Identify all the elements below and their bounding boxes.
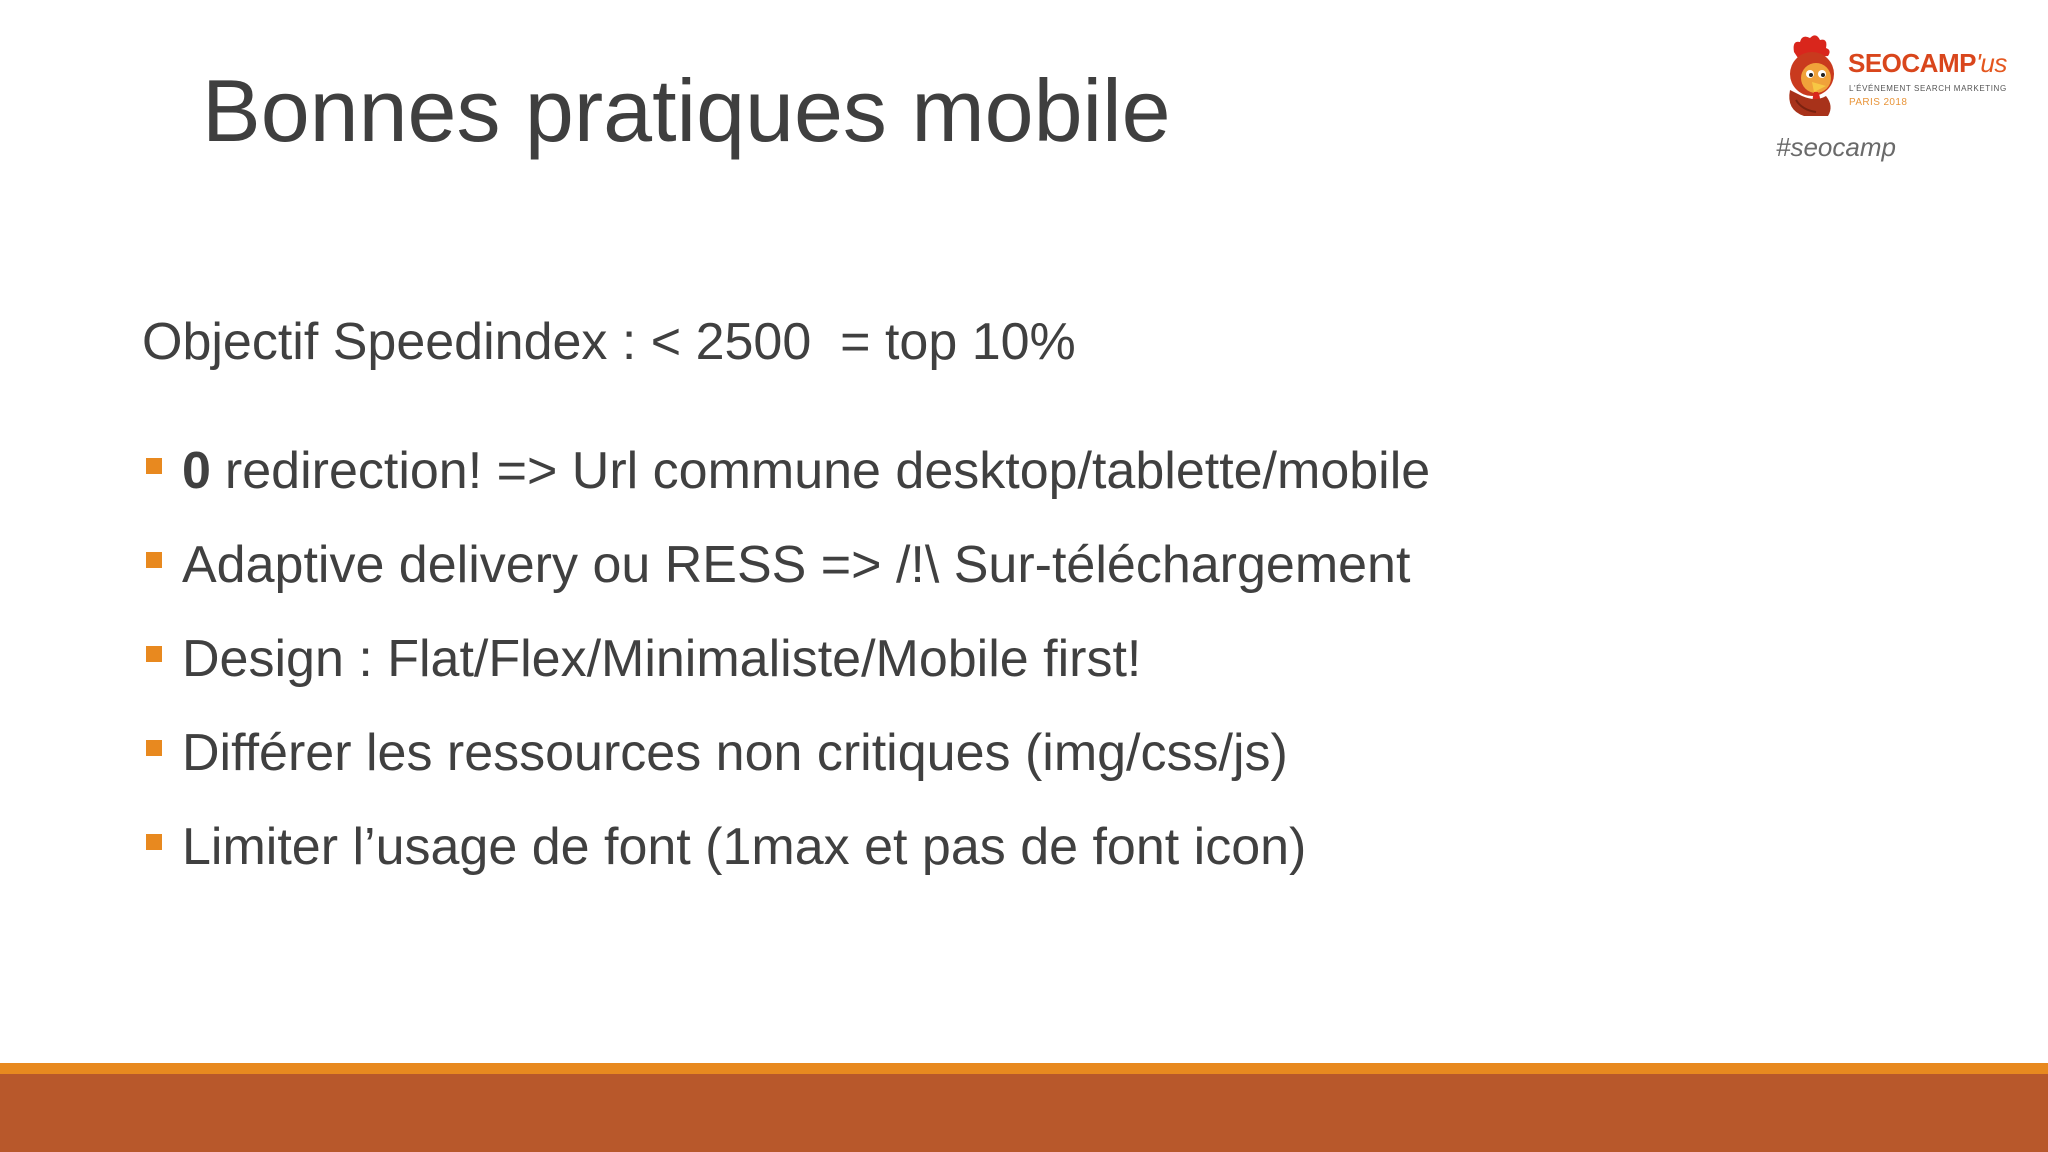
slide-title: Bonnes pratiques mobile bbox=[202, 61, 1171, 160]
square-bullet-icon bbox=[146, 646, 162, 662]
bullet-strong: 0 bbox=[182, 442, 211, 500]
logo-city: PARIS 2018 bbox=[1849, 97, 1908, 108]
logo-name-suffix: 'us bbox=[1975, 48, 2007, 78]
bullet-text: redirection! => Url commune desktop/tablette/mobile bbox=[224, 442, 1431, 500]
bullet-item bbox=[142, 438, 1430, 532]
rooster-mascot-icon bbox=[1776, 34, 1848, 118]
bullet-item bbox=[142, 720, 1430, 814]
logo-name-text: SEOCAMP bbox=[1848, 48, 1976, 78]
square-bullet-icon bbox=[146, 740, 162, 756]
footer-band bbox=[0, 1074, 2048, 1152]
bullet-text: Différer les ressources non critiques (img/css/js) bbox=[182, 724, 1288, 782]
seocamp-logo bbox=[1770, 34, 2020, 124]
bullet-item bbox=[142, 626, 1430, 720]
square-bullet-icon bbox=[146, 552, 162, 568]
logo-tagline: L'ÉVÉNEMENT SEARCH MARKETING bbox=[1849, 84, 2007, 93]
bullet-item bbox=[142, 814, 1430, 908]
bullet-text: Adaptive delivery ou RESS => /!\ Sur-téléchargement bbox=[182, 536, 1411, 594]
logo-wordmark bbox=[1848, 48, 2007, 79]
bullet-text: Limiter l’usage de font (1max et pas de font icon) bbox=[182, 818, 1307, 876]
bullet-item bbox=[142, 532, 1430, 626]
objective-line: Objectif Speedindex : < 2500 = top 10% bbox=[142, 313, 1076, 371]
footer-accent-stripe bbox=[0, 1063, 2048, 1074]
square-bullet-icon bbox=[146, 458, 162, 474]
hashtag: #seocamp bbox=[1776, 132, 1896, 162]
square-bullet-icon bbox=[146, 834, 162, 850]
bullet-list bbox=[142, 438, 1430, 908]
bullet-text: Design : Flat/Flex/Minimaliste/Mobile first! bbox=[182, 630, 1142, 688]
